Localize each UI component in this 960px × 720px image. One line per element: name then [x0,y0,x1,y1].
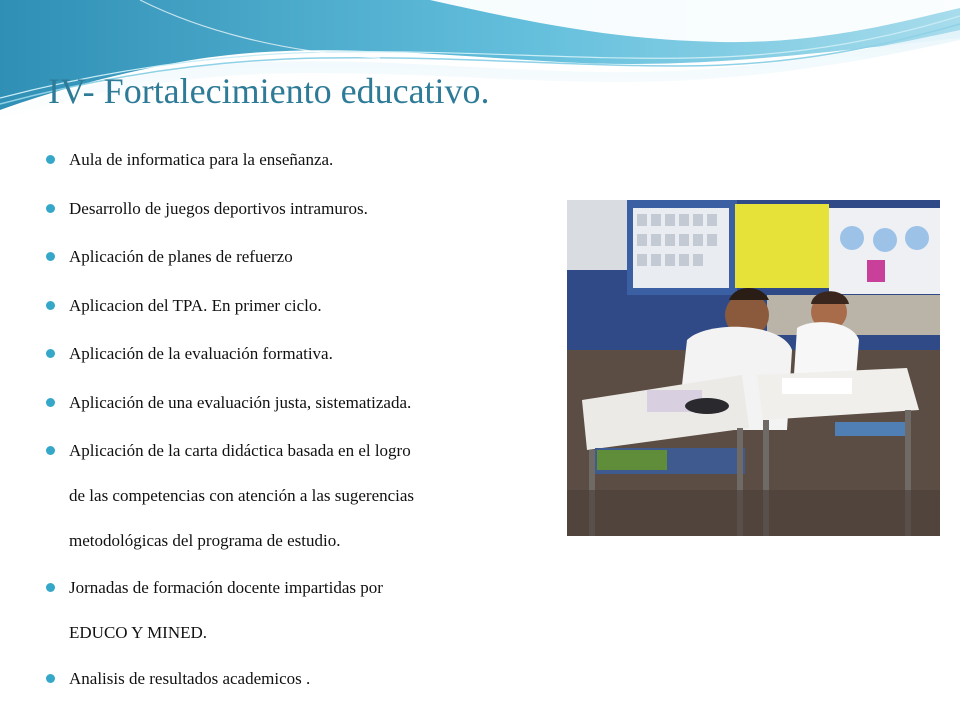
classroom-photo [567,200,940,536]
slide-title: IV- Fortalecimiento educativo. [48,71,490,111]
bullet-line: Aplicación de la evaluación formativa. [69,344,333,363]
bullet-line: Jornadas de formación docente impartidas por [69,578,383,597]
bullet-line: Desarrollo de juegos deportivos intramuros. [69,199,368,218]
bullet-line: EDUCO Y MINED. [69,623,208,642]
bullet-dot-icon [46,252,55,261]
bullet-line: Aplicación de la carta didáctica basada en el logro [69,441,411,460]
bullet-line: Aplicación de planes de refuerzo [69,247,293,266]
bullet-dot-icon [46,301,55,310]
bullet-line: Analisis de resultados academicos . [69,669,311,688]
bullet-item [69,380,539,425]
bullet-dot-icon [46,204,55,213]
bullet-item [69,283,539,328]
bullet-line: Aplicación de una evaluación justa, sistematizada. [69,393,412,412]
bullet-dot-icon [46,446,55,455]
bullet-item [69,656,539,701]
bullet-dot-icon [46,398,55,407]
bullet-item [69,565,539,655]
bullet-item [69,234,539,279]
bullet-line: Aula de informatica para la enseñanza. [69,150,334,169]
bullet-line: de las competencias con atención a las sugerencias [69,486,415,505]
bullet-item [69,137,539,182]
bullet-dot-icon [46,583,55,592]
bullet-item [69,428,539,563]
bullet-line: Aplicacion del TPA. En primer ciclo. [69,296,322,315]
bullet-item [69,331,539,376]
bullet-line: metodológicas del programa de estudio. [69,531,341,550]
bullet-dot-icon [46,155,55,164]
bullet-dot-icon [46,349,55,358]
bullet-dot-icon [46,674,55,683]
bullet-item [69,186,539,231]
